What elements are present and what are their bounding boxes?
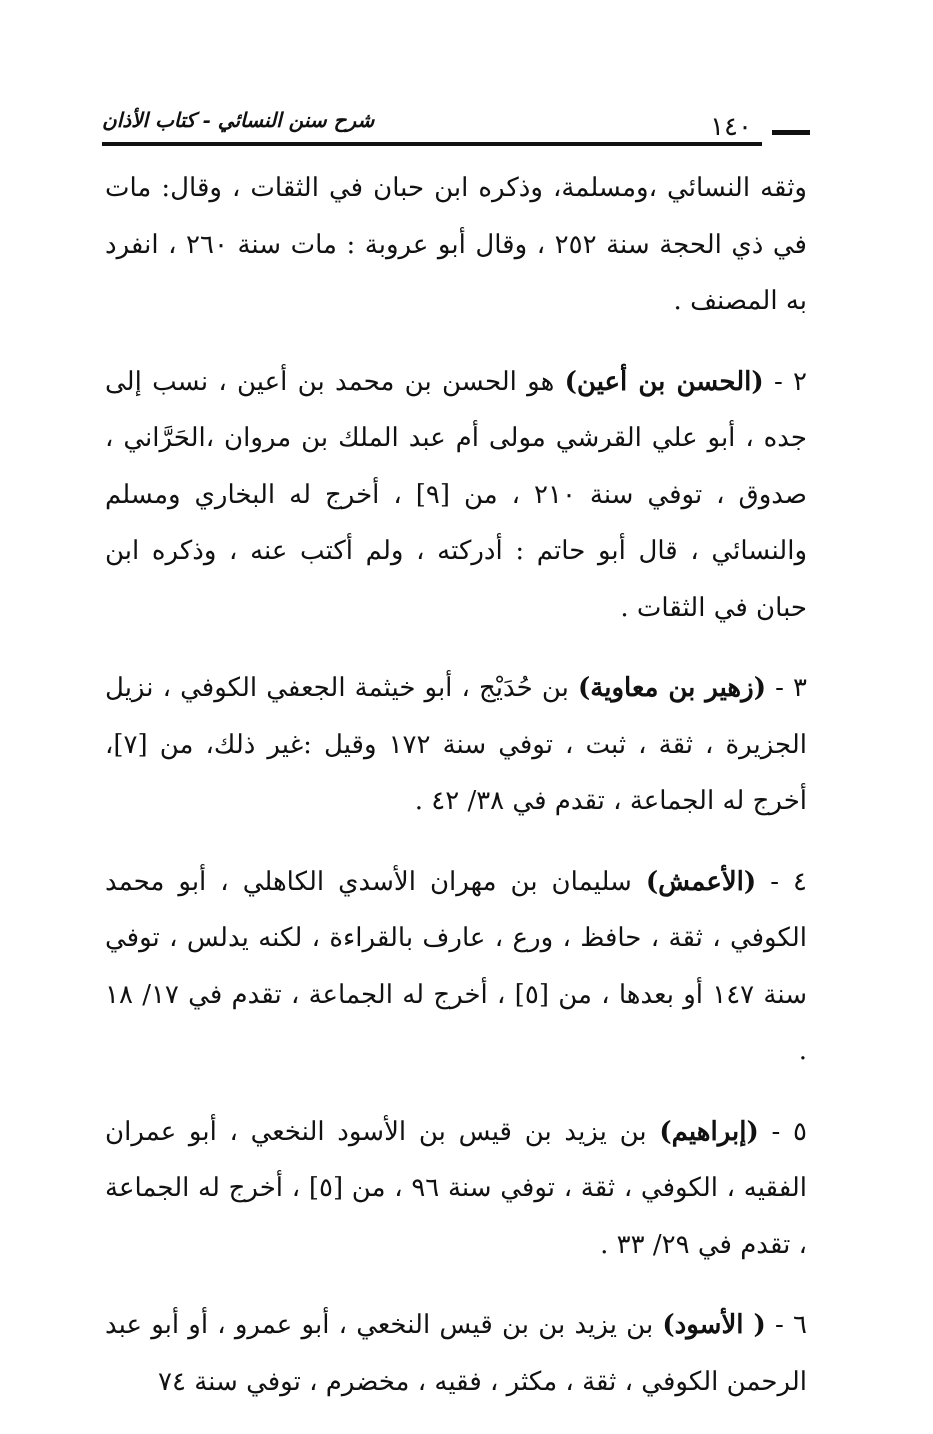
paragraph-continuation	[105, 160, 807, 330]
narrator-entry-5	[105, 1104, 807, 1274]
page-header	[102, 100, 810, 156]
paragraph-text: وثقه النسائي ،ومسلمة، وذكره ابن حبان في الثقات ، وقال: مات في ذي الحجة سنة ٢٥٢ ، وقال أبو عروبة : مات سنة ٢٦٠ ، انفرد به المصنف .	[105, 173, 807, 316]
entry-text: هو الحسن بن محمد بن أعين ، نسب إلى جده ، أبو علي القرشي مولى أم عبد الملك بن مروان ،الحَرَّاني ، صدوق ، توفي سنة ٢١٠ ، من [٩] ، أخرج له البخاري ومسلم والنسائي ، قال أبو حاتم : أدركته ، ولم أكتب عنه ، وذكره ابن حبان في الثقات .	[105, 366, 807, 623]
entry-text: بن حُدَيْج ، أبو خيثمة الجعفي الكوفي ، نزيل الجزيرة ، ثقة ، ثبت ، توفي سنة ١٧٢ وقيل :غير ذلك، من [٧]، أخرج له الجماعة ، تقدم في ٣٨/ ٤٢ .	[105, 673, 807, 816]
entry-number: ٣ -	[766, 673, 807, 703]
entry-number: ٤ -	[756, 866, 807, 897]
narrator-name: (الحسن بن أعين)	[564, 366, 764, 397]
page-number: ١٤٠	[710, 112, 752, 142]
narrator-name: ( الأسود)	[662, 1310, 766, 1340]
header-rule	[102, 142, 762, 146]
entry-text: بن يزيد بن بن قيس النخعي ، أبو عمرو ، أو أبو عبد الرحمن الكوفي ، ثقة ، مكثر ، فقيه ، مخضرم ، توفي سنة ٧٤	[105, 1310, 807, 1397]
page-number-dash	[772, 130, 810, 135]
narrator-entry-3	[105, 660, 807, 830]
entry-text: بن يزيد بن قيس بن الأسود النخعي ، أبو عمران الفقيه ، الكوفي ، ثقة ، توفي سنة ٩٦ ، من [٥] ، أخرج له الجماعة ، تقدم في ٢٩/ ٣٣ .	[105, 1116, 808, 1260]
narrator-name: (زهير بن معاوية)	[578, 673, 767, 703]
narrator-entry-6	[105, 1297, 807, 1410]
main-text	[105, 160, 807, 1434]
narrator-name: (إبراهيم)	[659, 1116, 759, 1147]
running-title: شرح سنن النسائي - كتاب الأذان	[102, 108, 375, 132]
entry-number: ٥ -	[758, 1116, 807, 1147]
narrator-entry-2	[105, 354, 807, 637]
entry-text: سليمان بن مهران الأسدي الكاهلي ، أبو محمد الكوفي ، ثقة ، حافظ ، ورع ، عارف بالقراءة ، لكنه يدلس ، توفي سنة ١٤٧ أو بعدها ، من [٥] ، أخرج له الجماعة ، تقدم في ١٧/ ١٨ .	[105, 866, 807, 1066]
narrator-name: (الأعمش)	[645, 866, 757, 897]
entry-number: ٦ -	[765, 1310, 807, 1340]
entry-number: ٢ -	[763, 366, 807, 397]
narrator-entry-4	[105, 854, 807, 1080]
